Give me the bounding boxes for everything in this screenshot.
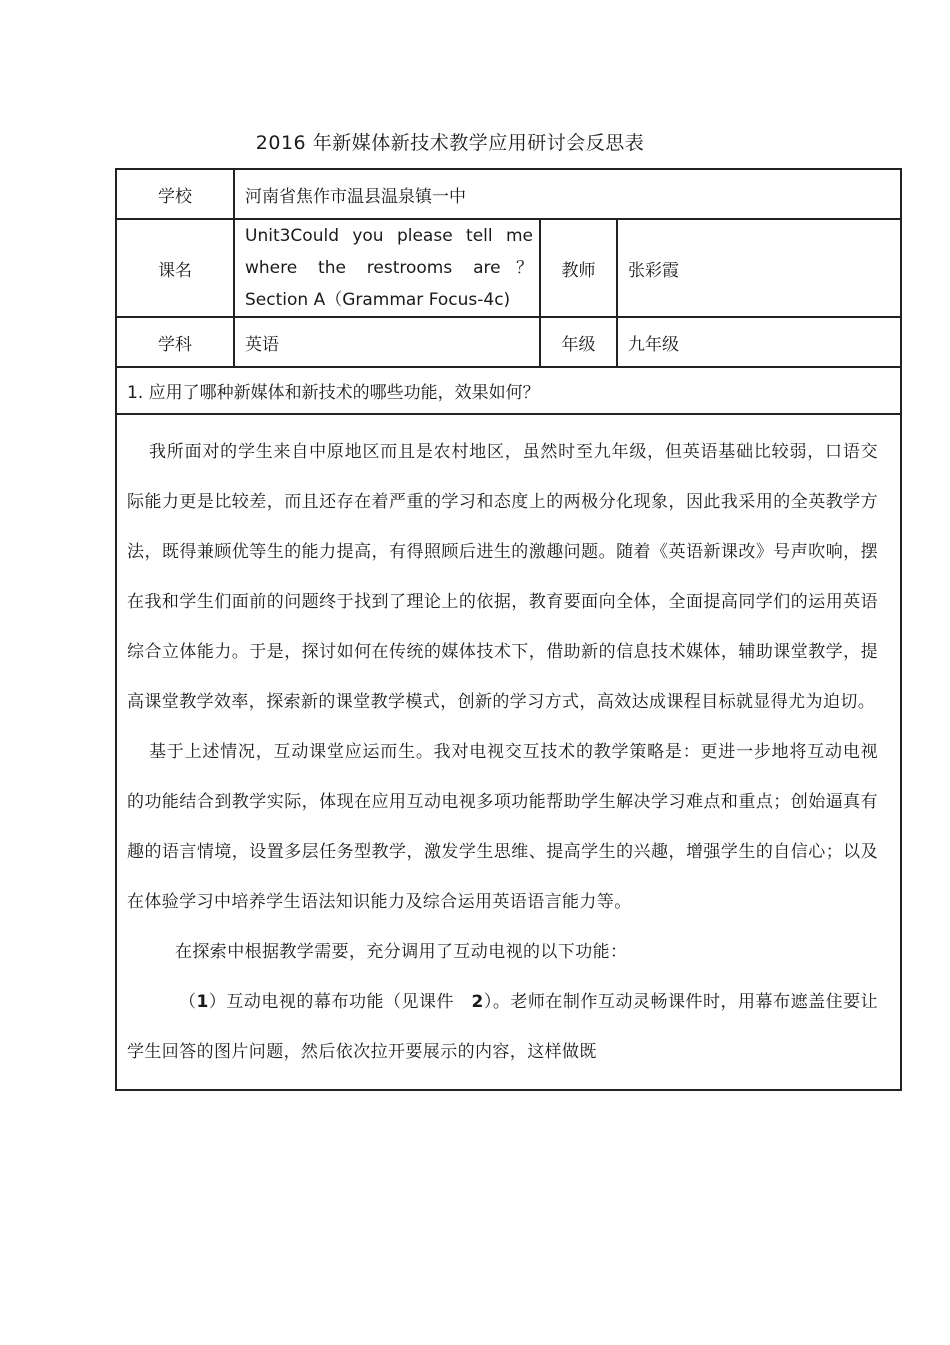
grade-label: 年级	[540, 317, 617, 367]
body-paragraph: 我所面对的学生来自中原地区而且是农村地区，虽然时至九年级，但英语基础比较弱，口语交际能力更是比较差，而且还存在着严重的学习和态度上的两极分化现象，因此我采用的全英教学方法，既得兼顾优等生的能力提高，有得照顾后进生的激趣问题。随着《英语新课改》号声吹响，摆在我和学生们面前的问题终于找到了理论上的依据，教育要面向全体，全面提高同学们的运用英语综合立体能力。于是，探讨如何在传统的媒体技术下，借助新的信息技术媒体，辅助课堂教学，提高课堂教学效率，探索新的课堂教学模式，创新的学习方式，高效达成课程目标就显得尤为迫切。	[127, 442, 879, 712]
paragraph-text: ）互动电视的幕布功能（见课件	[208, 992, 472, 1012]
subject-row	[116, 317, 901, 367]
school-value: 河南省焦作市温县温泉镇一中	[234, 169, 901, 219]
body-paragraph: 在探索中根据教学需要，充分调用了互动电视的以下功能：	[175, 942, 628, 962]
item-number: 1	[196, 992, 209, 1012]
course-label: 课名	[116, 219, 234, 317]
question-text: 1. 应用了哪种新媒体和新技术的哪些功能，效果如何？	[116, 367, 901, 414]
paragraph-text: ）。老师在制作互动灵畅课件时，用幕布遮盖住要让学生回答的图片问题，然后依次拉开要展示的内容，这样做既	[127, 992, 879, 1062]
course-value	[234, 219, 540, 317]
course-row	[116, 219, 901, 317]
teacher-label: 教师	[540, 219, 617, 317]
page-title: 2016 年新媒体新技术教学应用研讨会反思表	[255, 132, 645, 154]
question-row	[116, 367, 901, 414]
school-row	[116, 169, 901, 219]
course-line: where the restrooms are？	[245, 258, 533, 278]
subject-value: 英语	[234, 317, 540, 367]
courseware-number: 2	[471, 992, 484, 1012]
paragraph-open: （	[179, 992, 197, 1012]
answer-row	[116, 414, 901, 1090]
body-paragraph: 基于上述情况，互动课堂应运而生。我对电视交互技术的教学策略是：更进一步地将互动电视的功能结合到教学实际，体现在应用互动电视多项功能帮助学生解决学习难点和重点；创始逼真有趣的语言情境，设置多层任务型教学，激发学生思维、提高学生的兴趣，增强学生的自信心；以及在体验学习中培养学生语法知识能力及综合运用英语语言能力等。	[127, 742, 879, 912]
school-label: 学校	[116, 169, 234, 219]
answer-body	[116, 414, 901, 1090]
teacher-value: 张彩霞	[617, 219, 901, 317]
course-line: Unit3Could you please tell me	[245, 226, 533, 246]
course-line: Section A（Grammar Focus-4c)	[245, 290, 511, 310]
subject-label: 学科	[116, 317, 234, 367]
grade-value: 九年级	[617, 317, 901, 367]
body-paragraph	[127, 977, 878, 1077]
reflection-form-table	[115, 168, 902, 1091]
